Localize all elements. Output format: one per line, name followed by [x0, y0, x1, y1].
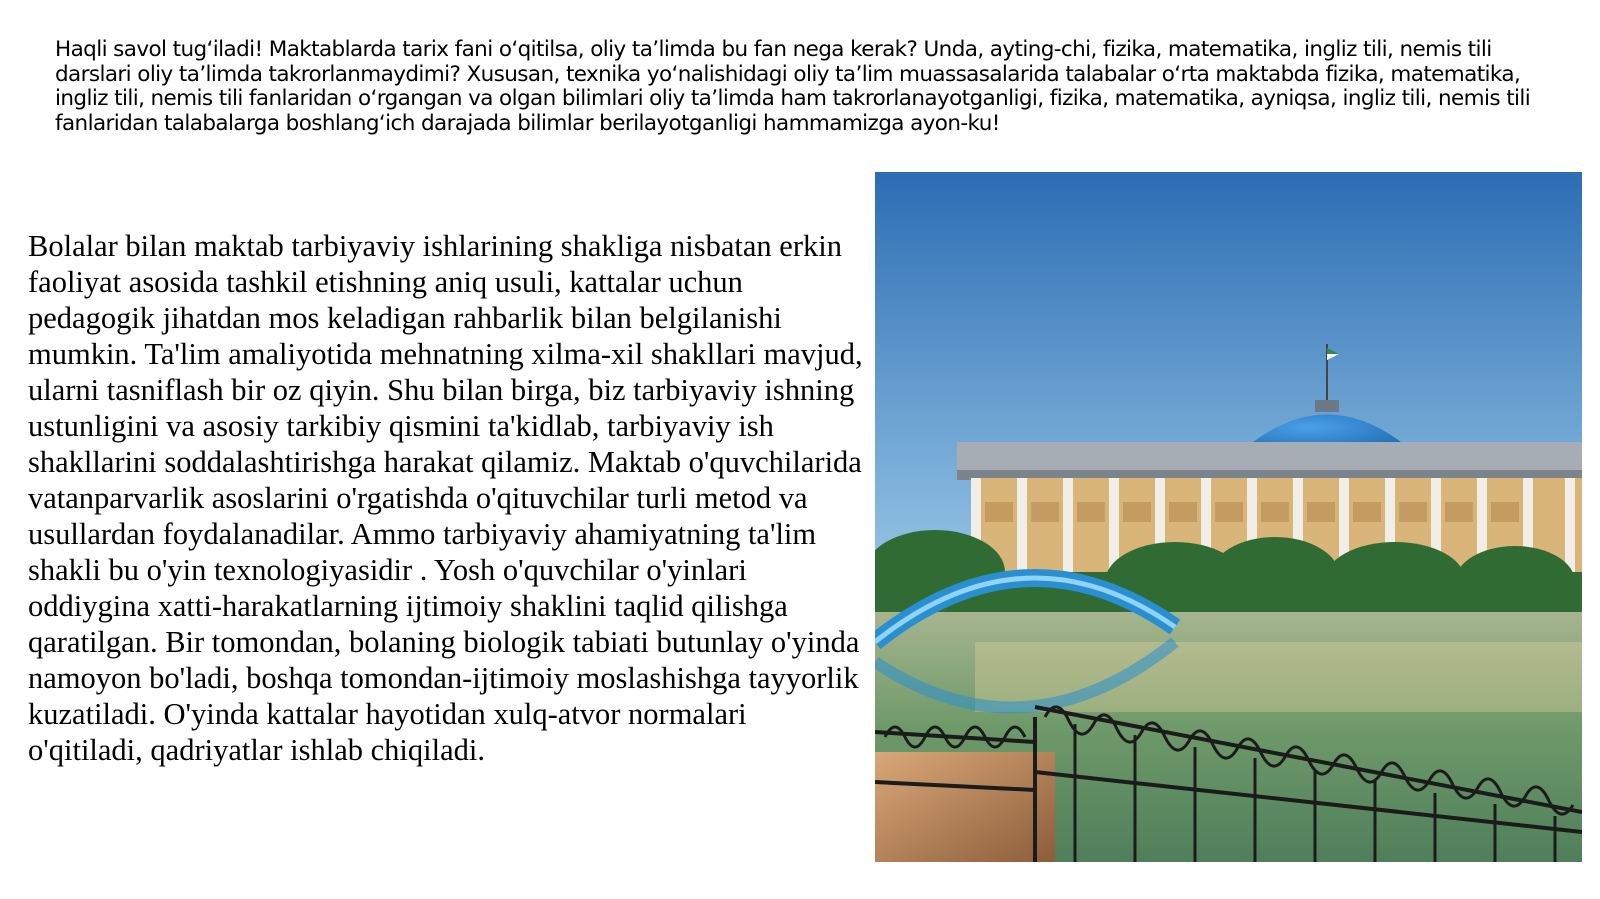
pavement [875, 752, 1055, 862]
intro-paragraph: Haqli savol tug‘iladi! Maktablarda tarix fani o‘qitilsa, oliy ta’limda bu fan nega kerak? Unda, ayting-chi, fizika, matematika, ingliz tili, nemis tili darslari oliy ta’limda takrorlanmaydimi? Xususan, texnika yo‘nalishidagi oliy ta’lim muassasalarida talabalar o‘rta maktabda fizika, matematika, ingliz tili, nemis tili fanlaridan o‘rgangan va olgan bilimlari oliy ta’limda ham takrorlanayotganligi, fizika, matematika, ayniqsa, ingliz tili, nemis tili fanlaridan talabalarga boshlang‘ich darajada bilimlar berilayotganligi hammamizga ayon-ku! [55, 37, 1531, 136]
main-paragraph: Bolalar bilan maktab tarbiyaviy ishlarining shakliga nisbatan erkin faoliyat asosida tashkil etishning aniq usuli, kattalar uchun pedagogik jihatdan mos keladigan rahbarlik bilan belgilanishi mumkin. Ta'lim amaliyotida mehnatning xilma-xil shakllari mavjud, ularni tasniflash bir oz qiyin. Shu bilan birga, biz tarbiyaviy ishning ustunligini va asosiy tarkibiy qismini ta'kidlab, tarbiyaviy ish shakllarini soddalashtirishga harakat qilamiz. Maktab o'quvchilarida vatanparvarlik asoslarini o'rgatishda o'qituvchilar turli metod va usullardan foydalanadilar. Ammo tarbiyaviy ahamiyatning ta'lim shakli bu o'yin texnologiyasidir . Yosh o'quvchilar o'yinlari oddiygina xatti-harakatlarning ijtimoiy shaklini taqlid qilishga qaratilgan. Bir tomondan, bolaning biologik tabiati butunlay o'yinda namoyon bo'ladi, boshqa tomondan-ijtimoiy moslashishga tayyorlik kuzatiladi. O'yinda kattalar hayotidan xulq-atvor normalari o'qitiladi, qadriyatlar ishlab chiqiladi. [28, 229, 863, 767]
photo-illustration [875, 172, 1582, 862]
parliament-building-photo [875, 172, 1582, 862]
